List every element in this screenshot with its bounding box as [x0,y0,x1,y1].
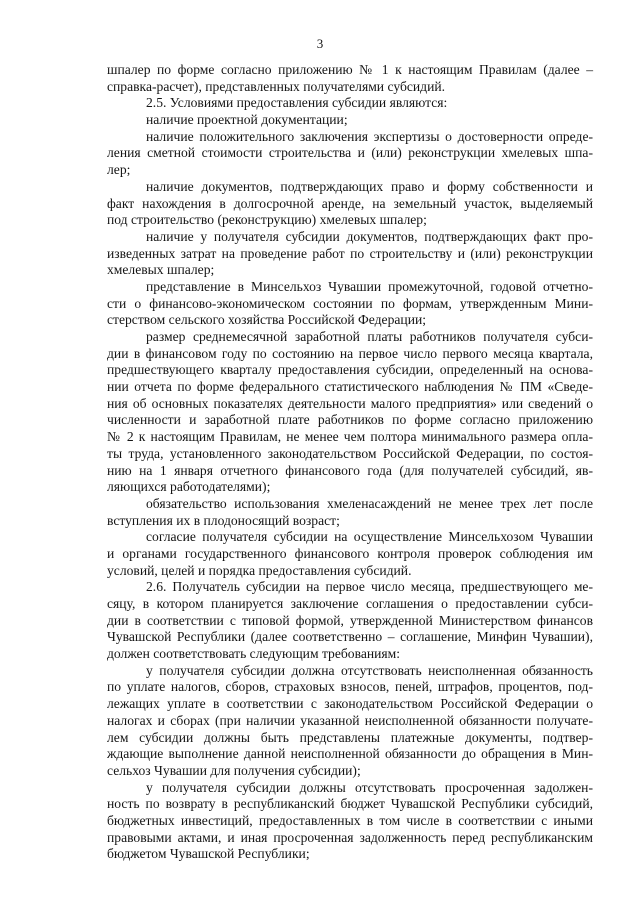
text-line: у получателя субсидии должны отсутствовать просроченная задолжен- [146,779,593,795]
text-line: согласие получателя субсидии на осуществление Минсельхозом Чувашии [146,529,593,545]
text-line: ляющихся работодателями); [107,479,271,495]
text-line: сяцу, в котором планируется заключение соглашения о предоставлении субси- [107,596,593,611]
text-line: дии в финансовом году по состоянию на первое число первого месяца квартала, [107,345,593,361]
text-line: вступления их в плодоносящий возраст; [107,512,340,528]
text-line: предшествующего кварталу предоставления субсидии, определенный на основа- [107,362,593,378]
text-line: Чувашской Республики (далее соответственно – соглашение, Минфин Чувашии), [107,629,593,645]
text-line: под строительство (реконструкцию) хмелевых шпалер; [107,212,427,228]
text-line: факт нахождения в долгосрочной аренде, на земельный участок, выделяемый [107,195,593,211]
text-line: дии в соответствии с типовой формой, утвержденной Министерством финансов [107,612,593,628]
text-line: размер среднемесячной заработной платы работников получателя субси- [146,329,593,344]
text-line: сти о финансово-экономическом состоянии по формам, утвержденным Мини- [107,295,593,311]
text-line: ния об основных показателях деятельности малого предприятия» или сведений о [107,395,593,411]
text-line: и органами государственного финансового контроля проверок соблюдения им [107,545,593,561]
text-line: 2.5. Условиями предоставления субсидии являются: [146,95,448,111]
text-line: № 2 к настоящим Правилам, не менее чем полтора минимального размера опла- [107,429,593,445]
text-line: сельхоз Чувашии для получения субсидии); [107,762,361,778]
text-line: должен соответствовать следующим требованиям: [107,646,401,662]
text-line: численности и заработной плате работников по форме согласно приложению [107,412,593,428]
text-line: лем субсидии должны быть представлены платежные документы, подтвер- [107,729,593,745]
page-number: 3 [316,36,324,51]
text-line: ления сметной стоимости строительства и (или) реконструкции хмелевых шпа- [107,145,593,161]
document-body [107,62,593,863]
text-line: налогах и сборах (при наличии указанной неисполненной обязанности получате- [107,712,593,728]
text-line: шпалер по форме согласно приложению № 1 к настоящим Правилам (далее – [107,62,593,77]
text-line: справка-расчет), представленных получателями субсидий. [107,78,446,94]
text-line: бюджетом Чувашской Республики; [107,846,310,862]
text-line: по уплате налогов, сборов, страховых взносов, пеней, штрафов, процентов, под- [107,679,593,695]
text-line: стерством сельского хозяйства Российской Федерации; [107,312,427,328]
text-line: нию на 1 января отчетного финансового года (для получателей субсидий, яв- [107,462,593,478]
text-line: ты труда, установленного законодательством Российской Федерации, по состоя- [107,445,593,461]
text-line: представление в Минсельхоз Чувашии промежуточной, годовой отчетно- [146,278,593,294]
text-line: у получателя субсидии должна отсутствовать неисполненная обязанность [146,662,593,678]
text-line: наличие проектной документации; [146,112,348,128]
text-line: лер; [107,162,131,178]
text-line: обязательство использования хмеленасаждений не менее трех лет после [146,495,593,511]
text-line: лежащих уплате в соответствии с законодательством Российской Федерации о [107,696,593,712]
text-line: правовыми актами, и иная просроченная задолженность перед республиканским [107,829,593,845]
text-line: наличие документов, подтверждающих право и форму собственности и [146,178,593,194]
text-line: наличие у получателя субсидии документов, подтверждающих факт про- [146,228,593,244]
text-line: хмелевых шпалер; [107,262,215,278]
text-line: ждающие выполнение данной неисполненной обязанности до обращения в Мин- [107,746,593,762]
text-line: изведенных затрат на проведение работ по строительству и (или) реконструкции [107,245,593,261]
text-line: нии отчета по форме федерального статистического наблюдения № ПМ «Сведе- [107,379,593,395]
text-line: 2.6. Получатель субсидии на первое число месяца, предшествующего ме- [146,579,593,595]
text-line: бюджетных инвестиций, предоставленных в том числе в соответствии с иными [107,812,593,828]
text-line: ность по возврату в республиканский бюджет Чувашской Республики субсидий, [107,796,593,812]
text-line: наличие положительного заключения экспертизы о достоверности опреде- [146,128,593,144]
text-line: условий, целей и порядка предоставления субсидий. [107,562,412,578]
